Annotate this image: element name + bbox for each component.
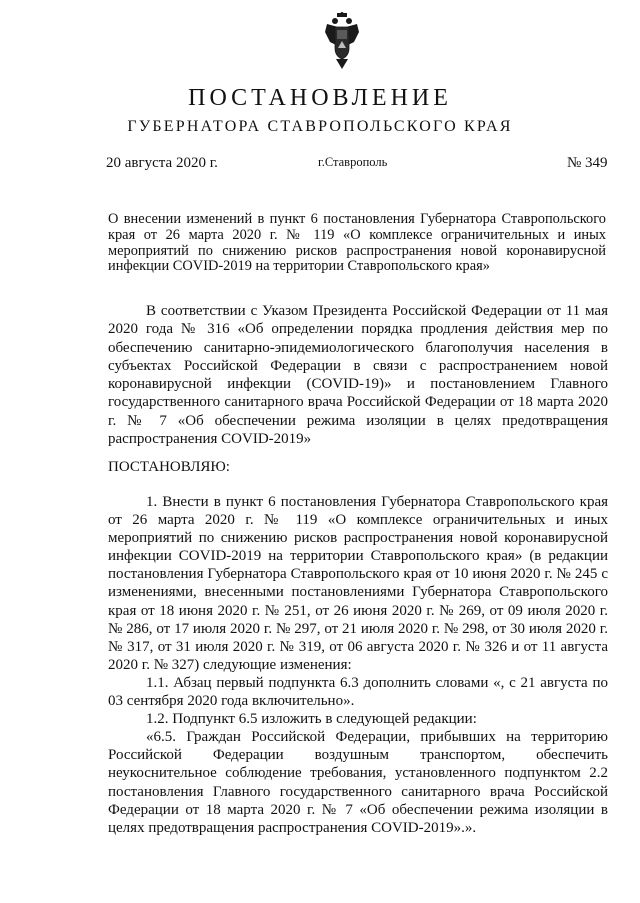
resolve-label: ПОСТАНОВЛЯЮ: xyxy=(108,459,230,475)
paragraph-6-5: «6.5. Граждан Российской Федерации, прибывших на территорию Российской Федерации воздушным транспортом, обеспечить неукоснительное соблюдение требования, установленного подпунктом 2.2 постановления Главного государственного санитарного врача Российской Федерации от 18 марта 2020 г. № 7 «Об обеспечении режима изоляции в целях предотвращения распространения COVID-2019».». xyxy=(108,729,608,836)
document-body xyxy=(108,493,608,837)
document-number: № 349 xyxy=(567,155,608,171)
preamble-paragraph: В соответствии с Указом Президента Российской Федерации от 11 мая 2020 года № 316 «Об определении порядка продления действия мер по обеспечению санитарно-эпидемиологического благополучия населения в субъектах Российской Федерации в связи с распространением новой коронавирусной инфекции (COVID-19)» и постановлением Главного государственного санитарного врача Российской Федерации от 18 марта 2020 г. № 7 «Об обеспечении режима изоляции в целях предотвращения распространения COVID-2019» xyxy=(108,303,608,448)
paragraph-1-2: 1.2. Подпункт 6.5 изложить в следующей редакции: xyxy=(146,711,477,728)
document-city: г.Ставрополь xyxy=(318,155,388,169)
document-title: ПОСТАНОВЛЕНИЕ xyxy=(188,85,452,111)
coat-of-arms-icon xyxy=(324,12,360,70)
paragraph-1-1: 1.1. Абзац первый подпункта 6.3 дополнить словами «, с 21 августа по 03 сентября 2020 года включительно». xyxy=(108,674,608,710)
document-date: 20 августа 2020 г. xyxy=(106,155,218,171)
paragraph-1: 1. Внести в пункт 6 постановления Губернатора Ставропольского края от 26 марта 2020 г. № 119 «О комплексе ограничительных и иных мероприятий по снижению рисков распространения новой коронавирусной инфекции COVID-2019 на территории Ставропольского края» (в редакции постановления Губернатора Ставропольского края от 10 июня 2020 г. № 245 с изменениями, внесенными постановлениями Губернатора Ставропольского края от 18 июня 2020 г. № 251, от 26 июня 2020 г. № 269, от 09 июля 2020 г. № 286, от 17 июля 2020 г. № 297, от 21 июля 2020 г. № 298, от 30 июля 2020 г. № 317, от 31 июля 2020 г. № 319, от 06 августа 2020 г. № 326 и от 11 августа 2020 г. № 327) следующие изменения: xyxy=(108,494,608,673)
document-subject: О внесении изменений в пункт 6 постановления Губернатора Ставропольского края от 26 марта 2020 г. № 119 «О комплексе ограничительных и иных мероприятий по снижению рисков распространения новой коронавирусной инфекции COVID-2019 на территории Ставропольского края» xyxy=(108,211,606,275)
document-issuer: ГУБЕРНАТОРА СТАВРОПОЛЬСКОГО КРАЯ xyxy=(127,118,513,135)
